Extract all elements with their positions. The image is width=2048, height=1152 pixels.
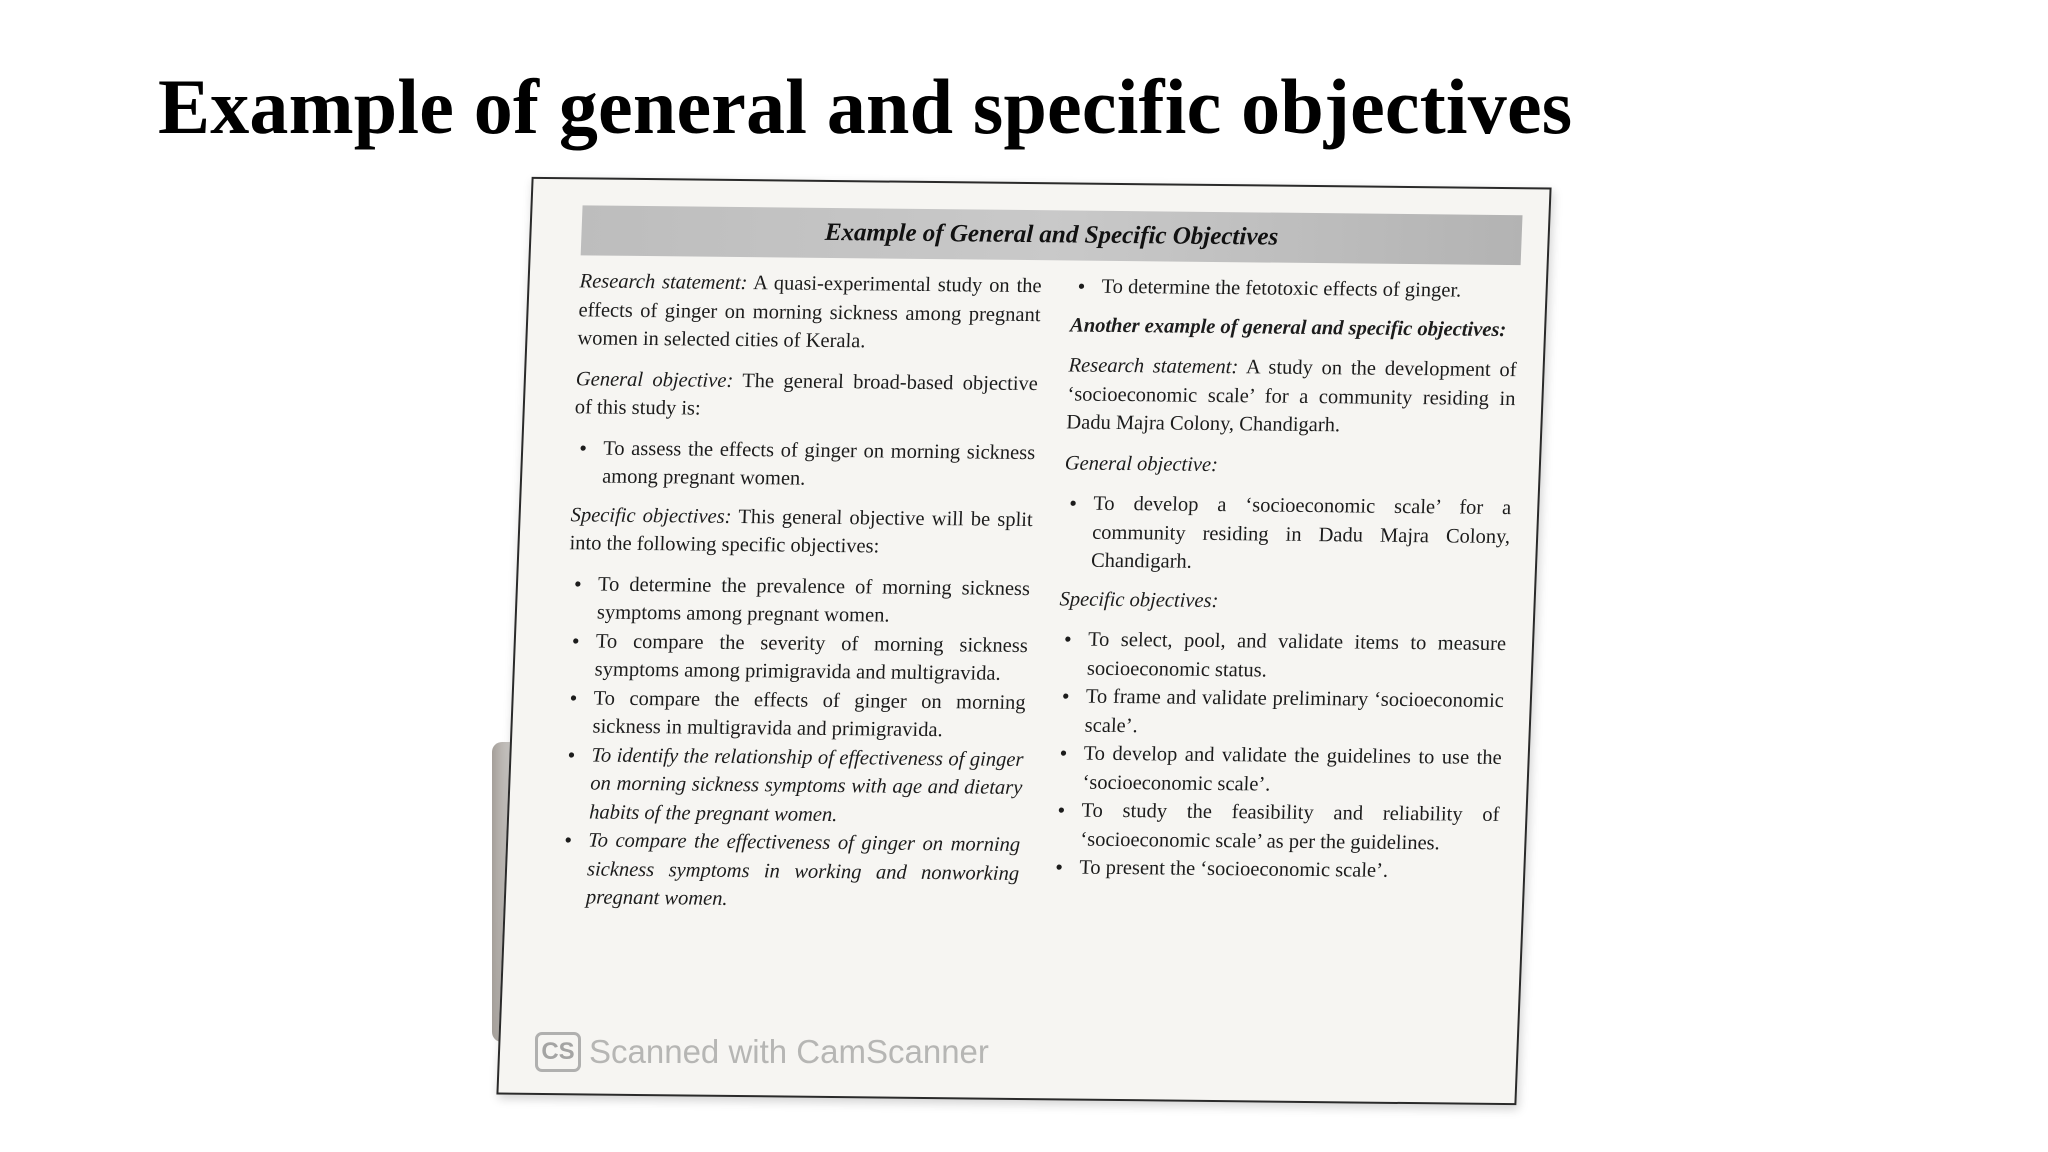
right-general-list: [1061, 489, 1512, 579]
left-general-list: [572, 434, 1036, 496]
list-item: • To determine the prevalence of morning sickness symptoms among pregnant women.: [566, 570, 1030, 632]
list-item: • To compare the effectiveness of ginger on morning sickness symptoms in working and nonworking pregnant women.: [555, 826, 1020, 916]
left-specific-objectives: [569, 501, 1033, 563]
list-item: • To select, pool, and validate items to measure socioeconomic status.: [1056, 625, 1506, 687]
list-item: • To compare the effects of ginger on morning sickness in multigravida and primigravida.: [562, 684, 1026, 746]
box-heading-band: [581, 205, 1523, 265]
list-item: • To compare the severity of morning sickness symptoms among primigravida and multigravida.: [564, 627, 1028, 689]
box-heading: Example of General and Specific Objectives: [824, 218, 1279, 251]
list-item: • To develop and validate the guidelines to use the ‘socioeconomic scale’.: [1052, 739, 1502, 801]
specific-objectives-label: Specific objectives:: [570, 503, 732, 528]
list-item: • To identify the relationship of effectiveness of ginger on morning sickness symptoms with age and dietary habits of the pregnant women.: [559, 741, 1024, 831]
watermark-text: Scanned with CamScanner: [589, 1033, 989, 1070]
scanned-page-image: [492, 182, 1552, 1102]
right-general-objective-label: General objective:: [1064, 451, 1219, 476]
list-item: • To develop a ‘socioeconomic scale’ for a community residing in Dadu Majra Colony, Chandigarh.: [1061, 489, 1512, 579]
research-statement-label: Research statement:: [579, 270, 748, 295]
general-objective-label: General objective:: [575, 367, 734, 392]
list-item: • To study the feasibility and reliability of ‘socioeconomic scale’ as per the guidelines.: [1050, 796, 1500, 858]
list-item: • To determine the fetotoxic effects of ginger.: [1071, 272, 1520, 305]
right-top-list: [1071, 272, 1520, 305]
research-statement-text: A study on the development of ‘socioeconomic scale’ for a community residing in Dadu Majra Colony, Chandigarh.: [1065, 356, 1517, 437]
list-item: • To present the ‘socioeconomic scale’.: [1049, 853, 1498, 886]
camscanner-logo-icon: CS: [535, 1032, 581, 1072]
right-specific-objectives-label: Specific objectives:: [1059, 587, 1219, 612]
specific-objectives-text: This general objective will be split into the following specific objectives:: [569, 505, 1034, 558]
research-statement-text: A quasi-experimental study on the effects of ginger on morning sickness among pregnant women in selected cities of Kerala.: [577, 272, 1043, 353]
left-specific-list: [555, 570, 1030, 917]
general-objective-text: The general broad-based objective of this study is:: [574, 369, 1039, 420]
right-specific-list: [1049, 625, 1507, 886]
left-research-statement: [577, 267, 1042, 357]
research-statement-label: Research statement:: [1068, 354, 1239, 379]
slide-title: Example of general and specific objectives: [158, 63, 1573, 150]
list-item: • To assess the effects of ginger on morning sickness among pregnant women.: [572, 434, 1036, 496]
scanned-page: [496, 177, 1551, 1105]
list-item: • To frame and validate preliminary ‘socioeconomic scale’.: [1054, 682, 1504, 744]
left-general-objective: [574, 365, 1038, 427]
another-example-heading: Another example of general and specific objectives:: [1069, 313, 1507, 341]
right-column: [1048, 272, 1520, 896]
left-column: [555, 267, 1042, 926]
right-research-statement: [1066, 351, 1517, 441]
camscanner-watermark: [535, 1032, 989, 1072]
